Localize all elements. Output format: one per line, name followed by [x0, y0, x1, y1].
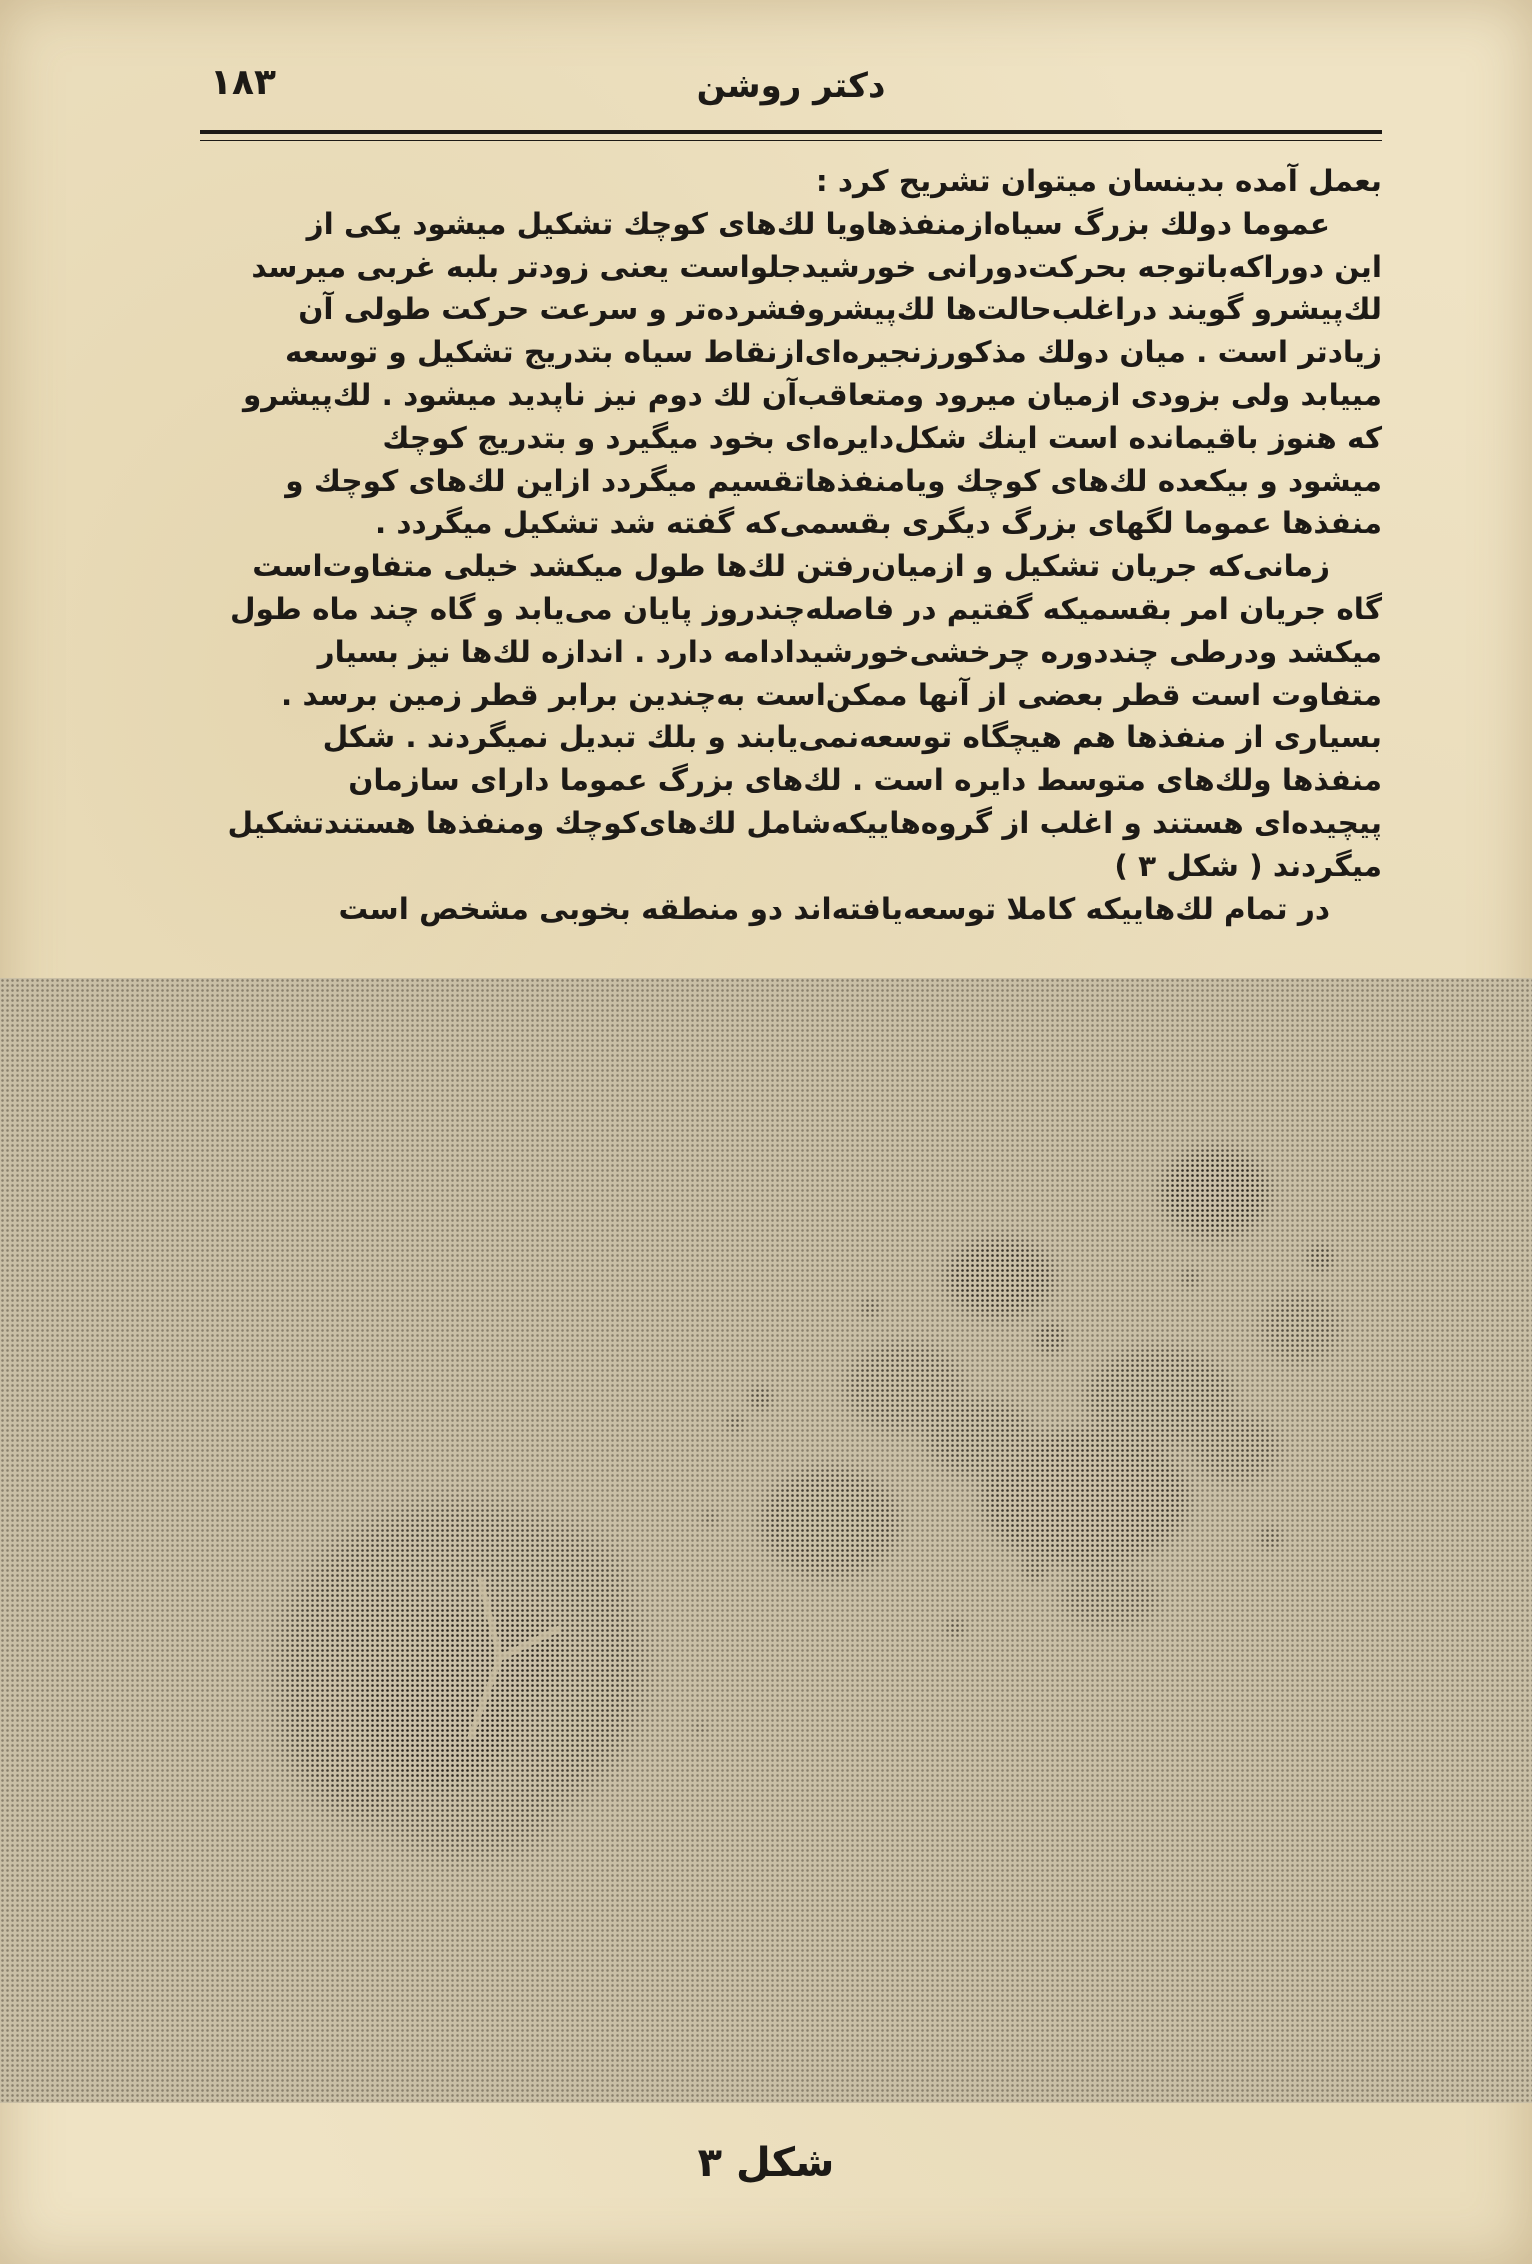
figure-caption: شکل ۳	[697, 2140, 835, 2186]
header-rule	[200, 130, 1382, 141]
text-line: زمانی‌که جریان تشکیل و ازمیان‌رفتن لك‌ها طول میکشد خیلی متفاوت‌است	[252, 549, 1330, 584]
text-line: میکشد ودرطی چنددوره چرخشی‌خورشیدادامه دارد . اندازه لك‌ها نیز بسیار	[317, 634, 1382, 669]
text-line: لك‌پیشرو گویند دراغلب‌حالت‌ها لك‌پیشرو‌فشرده‌تر و سرعت حرکت طولی آن	[298, 292, 1382, 327]
text-line: میگردند ( شکل ۳ )	[1114, 848, 1382, 883]
text-line: منفذها عموما لگهای بزرگ دیگری بقسمی‌که گفته شد تشکیل میگردد .	[374, 506, 1382, 541]
page-number: ۱۸۳	[210, 62, 276, 103]
text-line: مییابد ولی بزودی ازمیان میرود ومتعاقب‌آن لك دوم نیز ناپدید میشود . لك‌پیشرو	[242, 377, 1382, 412]
text-line: این دوراکه‌باتوجه بحرکت‌دورانی خورشید‌جلواست یعنی زودتر بلبه غربی میرسد	[251, 249, 1382, 284]
text-line: گاه جریان امر بقسمیکه گفتیم در فاصله‌چندروز پایان می‌یابد و گاه چند ماه طول	[229, 591, 1382, 626]
text-line: که هنوز باقیمانده است اینك شکل‌دایره‌ای بخود میگیرد و بتدریج کوچك	[382, 420, 1382, 455]
body-text	[196, 160, 1382, 930]
text-line: میشود و بیکعده لك‌های کوچك ویامنفذها‌تقسیم میگردد ازاین لك‌های کوچك و	[285, 463, 1382, 498]
text-line: بسیاری از منفذها هم هیچگاه توسعه‌نمی‌یابند و بلك تبدیل نمیگردند . شکل	[322, 720, 1382, 755]
text-line: پیچیده‌ای هستند و اغلب از گروه‌هاییکه‌شامل لك‌های‌کوچك ومنفذها هستندتشکیل	[227, 805, 1382, 840]
running-title: دکتر روشن	[696, 66, 886, 106]
text-line: منفذها ولك‌های متوسط دایره است . لك‌های بزرگ عموما دارای سازمان	[348, 763, 1382, 798]
text-line: عموما دولك بزرگ سیاه‌ازمنفذهاویا لك‌های کوچك تشکیل میشود یکی از	[306, 206, 1330, 241]
page-header	[200, 56, 1382, 116]
sunspot-halftone-image	[0, 978, 1532, 2103]
text-line: بعمل آمده بدینسان میتوان تشریح کرد :	[815, 164, 1382, 198]
text-line: در تمام لك‌هاییکه کاملا توسعه‌یافته‌اند دو منطقه بخوبی مشخص است	[338, 891, 1330, 926]
sunspot-photograph	[0, 978, 1532, 2103]
text-line: زیادتر است . میان دولك مذکورزنجیره‌ای‌ازنقاط سیاه بتدریج تشکیل و توسعه	[285, 335, 1382, 370]
text-line: متفاوت است قطر بعضی از آنها ممکن‌است به‌چندین برابر قطر زمین برسد .	[281, 677, 1382, 712]
